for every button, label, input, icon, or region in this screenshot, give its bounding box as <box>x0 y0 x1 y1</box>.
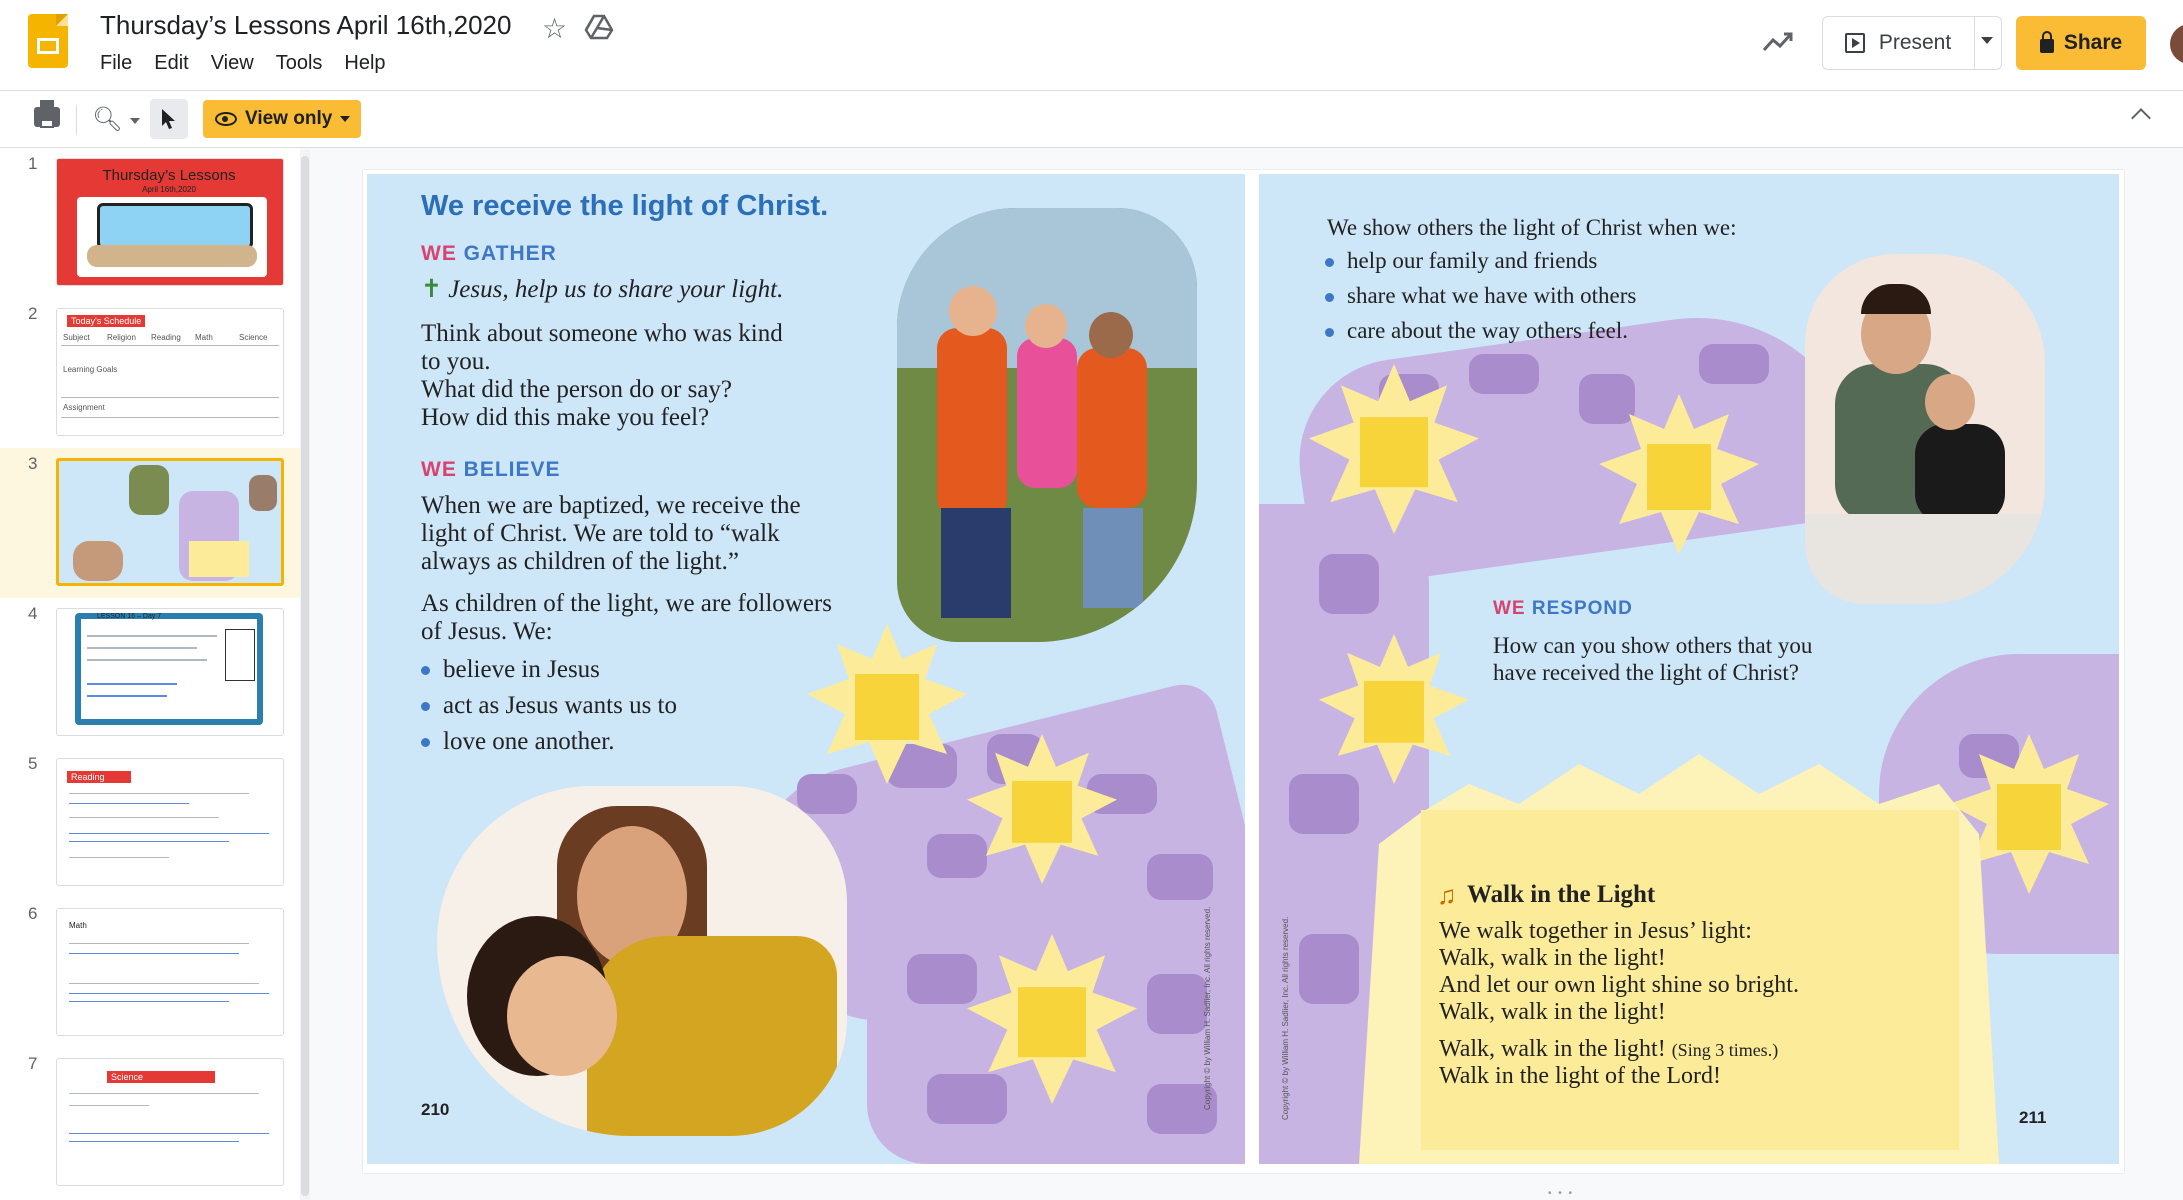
slide-number: 5 <box>28 754 38 773</box>
thumb-cell: Religion <box>107 333 136 342</box>
slide-thumbnail-3[interactable] <box>0 448 300 598</box>
sun-lantern <box>1309 364 1479 534</box>
slide-preview <box>56 908 284 1036</box>
select-cursor-icon <box>160 108 178 130</box>
share-button[interactable] <box>2016 16 2146 70</box>
zoom-icon[interactable]: 🔍︎ <box>92 106 123 133</box>
thumb-badge: Today's Schedule <box>67 315 145 327</box>
view-only-label: View only <box>245 108 333 129</box>
slide-thumbnail-5[interactable] <box>0 748 300 898</box>
sun-lantern <box>967 734 1117 884</box>
song-line: Walk, walk in the light! <box>1439 945 1666 971</box>
bullet-item: believe in Jesus <box>443 656 600 683</box>
prayer-text: Jesus, help us to share your light. <box>448 276 784 303</box>
bullet-item: help our family and friends <box>1347 248 1598 273</box>
collapse-chevron-icon[interactable] <box>2131 108 2151 128</box>
document-title[interactable]: Thursday’s Lessons April 16th,2020 <box>100 10 512 40</box>
thumb-cell: Subject <box>63 333 90 342</box>
path-stone <box>1319 554 1379 614</box>
path-stone <box>1299 934 1359 1004</box>
menu-tools[interactable]: Tools <box>275 52 323 74</box>
print-icon[interactable] <box>34 107 60 127</box>
eye-icon <box>215 112 237 126</box>
thumb-cell: Reading <box>151 333 181 342</box>
thumb-rule <box>61 345 279 346</box>
book-page-left <box>367 174 1245 1164</box>
respond-line: How can you show others that you <box>1493 633 1813 658</box>
thumb-title: Thursday’s Lessons <box>102 167 236 184</box>
thumb-rule <box>61 417 279 418</box>
song-line: Walk, walk in the light! <box>1439 999 1666 1025</box>
gather-line: What did the person do or say? <box>421 376 733 403</box>
thumb-cell: Math <box>195 333 213 342</box>
present-dropdown-icon[interactable] <box>1981 37 1993 44</box>
slide-preview <box>56 1058 284 1186</box>
present-button-group <box>1822 16 2002 70</box>
we-believe-heading: WE BELIEVE <box>421 458 561 481</box>
gather-line: How did this make you feel? <box>421 404 710 431</box>
respond-line: have received the light of Christ? <box>1493 660 1799 685</box>
avatar[interactable] <box>2170 24 2183 64</box>
children-photo <box>897 208 1197 642</box>
bullet-item: love one another. <box>443 728 615 755</box>
present-label: Present <box>1878 31 1952 54</box>
slide-thumbnail-6[interactable] <box>0 898 300 1048</box>
path-stone <box>1147 854 1213 900</box>
page-number-right: 211 <box>2019 1108 2047 1127</box>
song-title: Walk in the Light <box>1467 881 1656 908</box>
slide-thumbnail-2[interactable] <box>0 298 300 448</box>
believe-line: When we are baptized, we receive the <box>421 492 801 519</box>
menu-help[interactable]: Help <box>344 52 386 74</box>
followers-line: As children of the light, we are followers <box>421 590 832 617</box>
slide-preview <box>56 308 284 436</box>
view-only-button[interactable] <box>203 100 361 138</box>
prayer-line: ✝ Jesus, help us to share your light. <box>421 276 784 303</box>
copyright-right: Copyright © by William H. Sadlier, Inc. All rights reserved. <box>1281 916 1290 1120</box>
we-believe-heading-accent: BELIEVE <box>463 458 561 481</box>
slide-number: 7 <box>28 1054 38 1073</box>
music-note-icon: ♫ <box>1437 880 1457 910</box>
thumb-date: April 16th,2020 <box>142 185 196 194</box>
show-others-intro: We show others the light of Christ when we: <box>1327 215 1737 240</box>
share-label: Share <box>2063 31 2123 54</box>
slide-thumbnail-7[interactable] <box>0 1048 300 1198</box>
path-stone <box>1147 974 1207 1034</box>
book-page-right <box>1259 174 2119 1164</box>
song-line: And let our own light shine so bright. <box>1439 972 1799 998</box>
gather-line: Think about someone who was kind <box>421 320 783 347</box>
top-bar <box>0 0 2183 90</box>
slide-number: 3 <box>28 454 38 473</box>
song-refrain-line <box>1439 1036 1778 1063</box>
song-refrain-note: (Sing 3 times.) <box>1671 1040 1779 1060</box>
followers-line: of Jesus. We: <box>421 618 553 645</box>
song-line: Walk in the light of the Lord! <box>1439 1063 1721 1089</box>
thumb-label: Math <box>69 921 87 930</box>
slide-number: 1 <box>28 154 38 173</box>
star-icon[interactable]: ☆ <box>542 13 568 44</box>
toolbar <box>0 90 2183 148</box>
gather-line: to you. <box>421 348 491 375</box>
slide-preview <box>56 608 284 736</box>
slide-preview <box>56 758 284 886</box>
zoom-dropdown-icon[interactable] <box>130 118 140 124</box>
thumb-heading: LESSON 16 – Day 7 <box>97 613 162 620</box>
sun-lantern <box>1599 394 1759 554</box>
believe-line: light of Christ. We are told to “walk <box>421 520 780 547</box>
thumb-badge: Science <box>107 1071 215 1083</box>
slide-number: 4 <box>28 604 38 623</box>
drive-icon[interactable] <box>584 12 614 42</box>
we-respond-heading-accent: RESPOND <box>1531 598 1633 619</box>
thumb-cell: Science <box>239 333 268 342</box>
sun-lantern <box>967 934 1137 1104</box>
menu-view[interactable]: View <box>210 52 254 74</box>
present-button[interactable] <box>1823 17 1973 69</box>
thumb-image <box>77 197 267 277</box>
bullet-item: act as Jesus wants us to <box>443 692 677 719</box>
slide-thumbnail-4[interactable] <box>0 598 300 748</box>
bullet-item: share what we have with others <box>1347 283 1637 308</box>
menu-edit[interactable]: Edit <box>154 52 189 74</box>
present-divider <box>1974 17 1975 69</box>
activity-trend-icon[interactable] <box>1762 30 1794 52</box>
song-refrain-text: Walk, walk in the light! <box>1439 1036 1666 1062</box>
current-slide <box>363 170 2124 1173</box>
thumb-cell: Learning Goals <box>63 365 118 374</box>
slide-filmstrip <box>0 148 300 1200</box>
slide-canvas-area <box>318 148 2183 1200</box>
toolbar-divider <box>76 105 77 135</box>
slide-thumbnail-1[interactable] <box>0 148 300 298</box>
menu-file[interactable]: File <box>100 52 133 74</box>
slides-app-icon[interactable] <box>28 14 68 68</box>
slide-number: 6 <box>28 904 38 923</box>
path-stone <box>1469 354 1539 394</box>
speaker-notes-handle[interactable]: • • • <box>1548 1188 1575 1199</box>
we-respond-heading: WE RESPOND <box>1493 598 1633 619</box>
we-gather-heading-accent: GATHER <box>463 242 557 265</box>
mother-child-photo <box>437 786 847 1136</box>
page-number-left: 210 <box>421 1100 450 1119</box>
lesson-title: We receive the light of Christ. <box>421 190 829 222</box>
thumb-cell: Assignment <box>63 403 105 412</box>
path-stone <box>1699 344 1769 384</box>
slide-preview <box>56 458 284 586</box>
thumb-rule <box>61 397 279 398</box>
select-tool-button[interactable] <box>150 99 188 139</box>
copyright-left: Copyright © by William H. Sadlier, Inc. All rights reserved. <box>1203 906 1212 1110</box>
sun-lantern <box>807 624 967 784</box>
share-lock-icon <box>2040 39 2054 53</box>
song-line: We walk together in Jesus’ light: <box>1439 918 1752 944</box>
slide-number: 2 <box>28 304 38 323</box>
slide-preview <box>56 158 284 286</box>
menu-bar <box>100 52 386 75</box>
present-icon <box>1845 33 1865 53</box>
we-gather-heading: WE GATHER <box>421 242 557 265</box>
believe-line: always as children of the light.” <box>421 548 739 575</box>
bullet-item: care about the way others feel. <box>1347 318 1628 343</box>
thumb-badge: Reading <box>67 771 131 783</box>
father-child-photo <box>1805 254 2045 604</box>
view-only-dropdown-icon <box>340 116 350 122</box>
filmstrip-scrollbar[interactable] <box>301 156 309 1196</box>
